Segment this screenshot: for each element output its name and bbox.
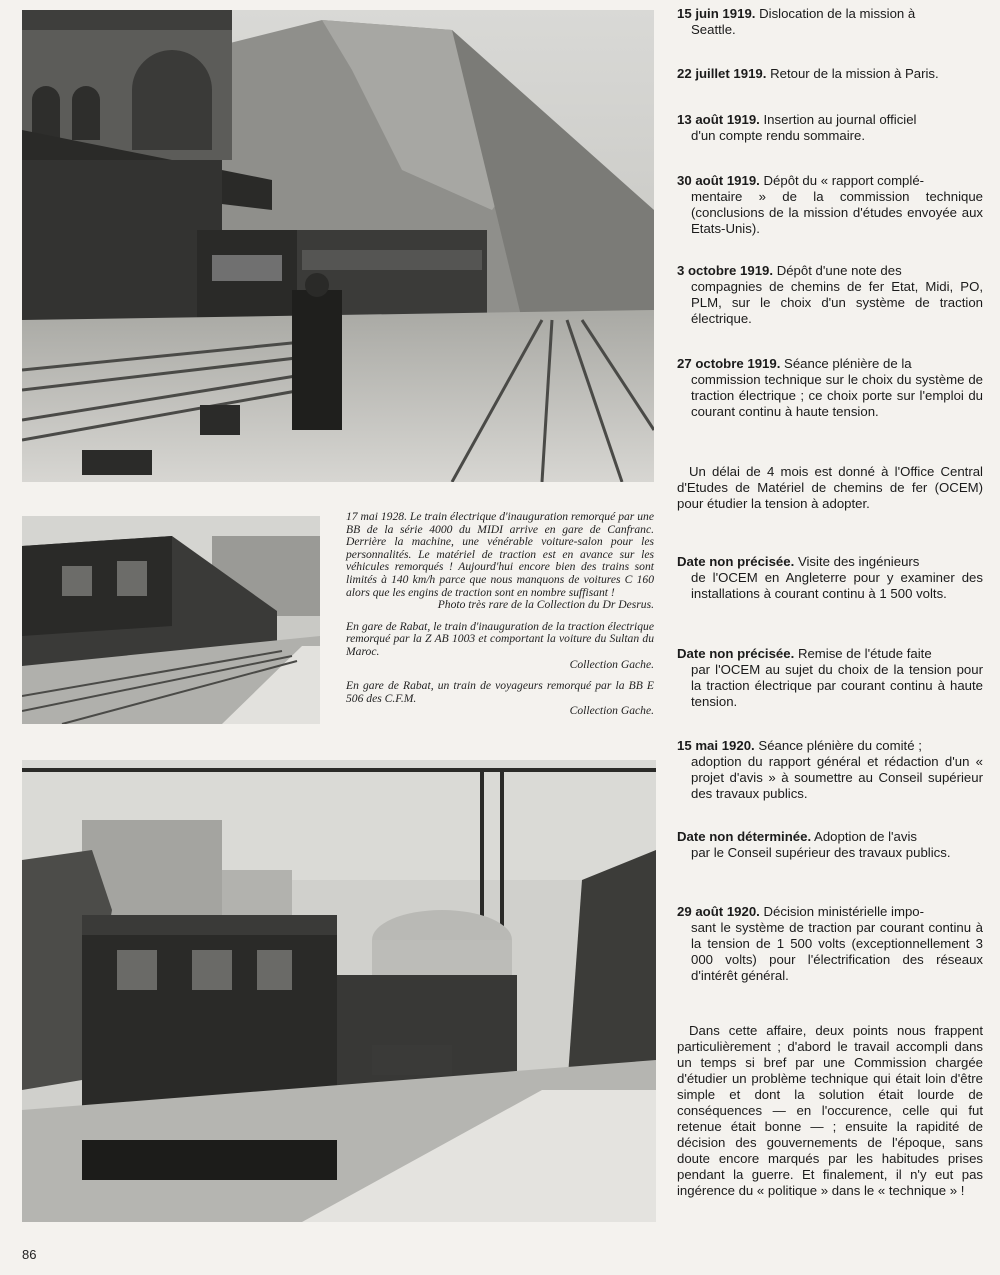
- timeline-entry: [677, 829, 983, 861]
- caption-credit: Collection Gache.: [569, 657, 654, 671]
- entry-text-continued: par l'OCEM au sujet du choix de la tension pour la traction électrique par courant continu à haute tension.: [691, 662, 983, 709]
- caption-text: 17 mai 1928. Le train électrique d'inauguration remorqué par une BB de la série 4000 du MIDI arrive en gare de Canfranc. Derrière la machine, une vénérable voiture-salon pour les personnalités. Le matériel de traction est en avance sur les véhicules remorqués ! Aujourd'hui encore bien des trains sont limités à 140 km/h parce que nous manquons de voitures C 160 alors que les engins de traction sont en nombre suffisant !: [346, 510, 654, 599]
- timeline-entry: [677, 554, 983, 602]
- timeline-entry: [677, 66, 983, 82]
- entry-text-continued: par le Conseil supérieur des travaux publics.: [691, 845, 951, 860]
- entry-text: Remise de l'étude faite: [797, 646, 932, 661]
- entry-text-continued: Seattle.: [691, 22, 736, 37]
- timeline-entry: [677, 173, 983, 237]
- entry-text: Dépôt du « rapport complé-: [763, 173, 925, 188]
- body-paragraph: Un délai de 4 mois est donné à l'Office Central d'Etudes de Matériel de chemins de fer (OCEM) pour étudier la tension à adopter.: [677, 464, 983, 511]
- entry-date: 13 août 1919.: [677, 112, 760, 127]
- caption-rabat-inauguration: [346, 621, 654, 671]
- timeline-entry: [677, 112, 983, 144]
- timeline-entry: [677, 356, 983, 420]
- entry-text-continued: compagnies de chemins de fer Etat, Midi, PO, PLM, sur le choix d'un système de traction électrique.: [691, 279, 983, 326]
- entry-date: 30 août 1919.: [677, 173, 760, 188]
- timeline-entry: [677, 646, 983, 710]
- entry-text: Séance plénière du comité ;: [758, 738, 922, 753]
- entry-text: Retour de la mission à Paris.: [770, 66, 939, 81]
- entry-text: Visite des ingénieurs: [797, 554, 920, 569]
- entry-text: Dislocation de la mission à: [759, 6, 916, 21]
- entry-text: Séance plénière de la: [784, 356, 912, 371]
- entry-date: 3 octobre 1919.: [677, 263, 774, 278]
- caption-canfranc: [346, 511, 654, 612]
- entry-date: 22 juillet 1919.: [677, 66, 767, 81]
- entry-text: Insertion au journal officiel: [763, 112, 917, 127]
- photo-rabat-passenger-train: [22, 760, 656, 1222]
- timeline-entry: [677, 6, 983, 38]
- page-number: 86: [22, 1247, 37, 1262]
- caption-text: En gare de Rabat, un train de voyageurs remorqué par la BB E 506 des C.F.M.: [346, 679, 654, 705]
- caption-credit: Photo très rare de la Collection du Dr Desrus.: [437, 598, 654, 612]
- entry-date: Date non précisée.: [677, 646, 795, 661]
- caption-credit: Collection Gache.: [569, 704, 654, 718]
- entry-text: Dépôt d'une note des: [776, 263, 902, 278]
- entry-text-continued: adoption du rapport général et rédaction d'un « projet d'avis » à soumettre au Conseil supérieur des travaux publics.: [691, 754, 983, 801]
- caption-rabat-passenger: [346, 680, 654, 718]
- timeline-entry: [677, 738, 983, 802]
- entry-date: 27 octobre 1919.: [677, 356, 781, 371]
- entry-text-continued: mentaire » de la commission technique (conclusions de la mission d'études envoyée aux Etats-Unis).: [691, 189, 983, 236]
- photo-canfranc-station: [22, 10, 654, 482]
- entry-date: Date non déterminée.: [677, 829, 812, 844]
- entry-text-continued: d'un compte rendu sommaire.: [691, 128, 866, 143]
- timeline-entry: [677, 904, 983, 984]
- entry-date: 15 mai 1920.: [677, 738, 755, 753]
- photo-captions: [346, 511, 654, 727]
- entry-date: 15 juin 1919.: [677, 6, 756, 21]
- entry-text: Adoption de l'avis: [814, 829, 918, 844]
- entry-text-continued: de l'OCEM en Angleterre pour y examiner des installations à courant continu à 1 500 volts.: [691, 570, 983, 601]
- timeline-entry: [677, 263, 983, 327]
- photo-rabat-inauguration-train: [22, 516, 320, 724]
- entry-text: Décision ministérielle impo-: [763, 904, 925, 919]
- entry-date: 29 août 1920.: [677, 904, 760, 919]
- body-paragraph: Dans cette affaire, deux points nous frappent particulièrement ; d'abord le travail accompli dans un temps si bref par une Commission chargée d'étudier un problème technique qui était loin d'être simple et dont la solution était lourde de conséquences — en l'occurence, celle qui fut retenue était bonne — ; ensuite la rapidité de décision des gouvernements de l'époque, sans doute encore marqués par les habitudes prises pendant la guerre. Et finalement, il n'y eut pas ingérence du « politique » dans le « technique » !: [677, 1023, 983, 1198]
- entry-date: Date non précisée.: [677, 554, 795, 569]
- entry-text-continued: commission technique sur le choix du système de traction électrique ; ce choix porte sur l'emploi du courant continu à haute tension.: [691, 372, 983, 419]
- caption-text: En gare de Rabat, le train d'inauguration de la traction électrique remorqué par la Z AB 1003 et comportant la voiture du Sultan du Maroc.: [346, 619, 654, 658]
- entry-text-continued: sant le système de traction par courant continu à la tension de 1 500 volts (exceptionnellement 3 000 volts) pour l'électrification des réseaux d'intérêt général.: [691, 920, 983, 983]
